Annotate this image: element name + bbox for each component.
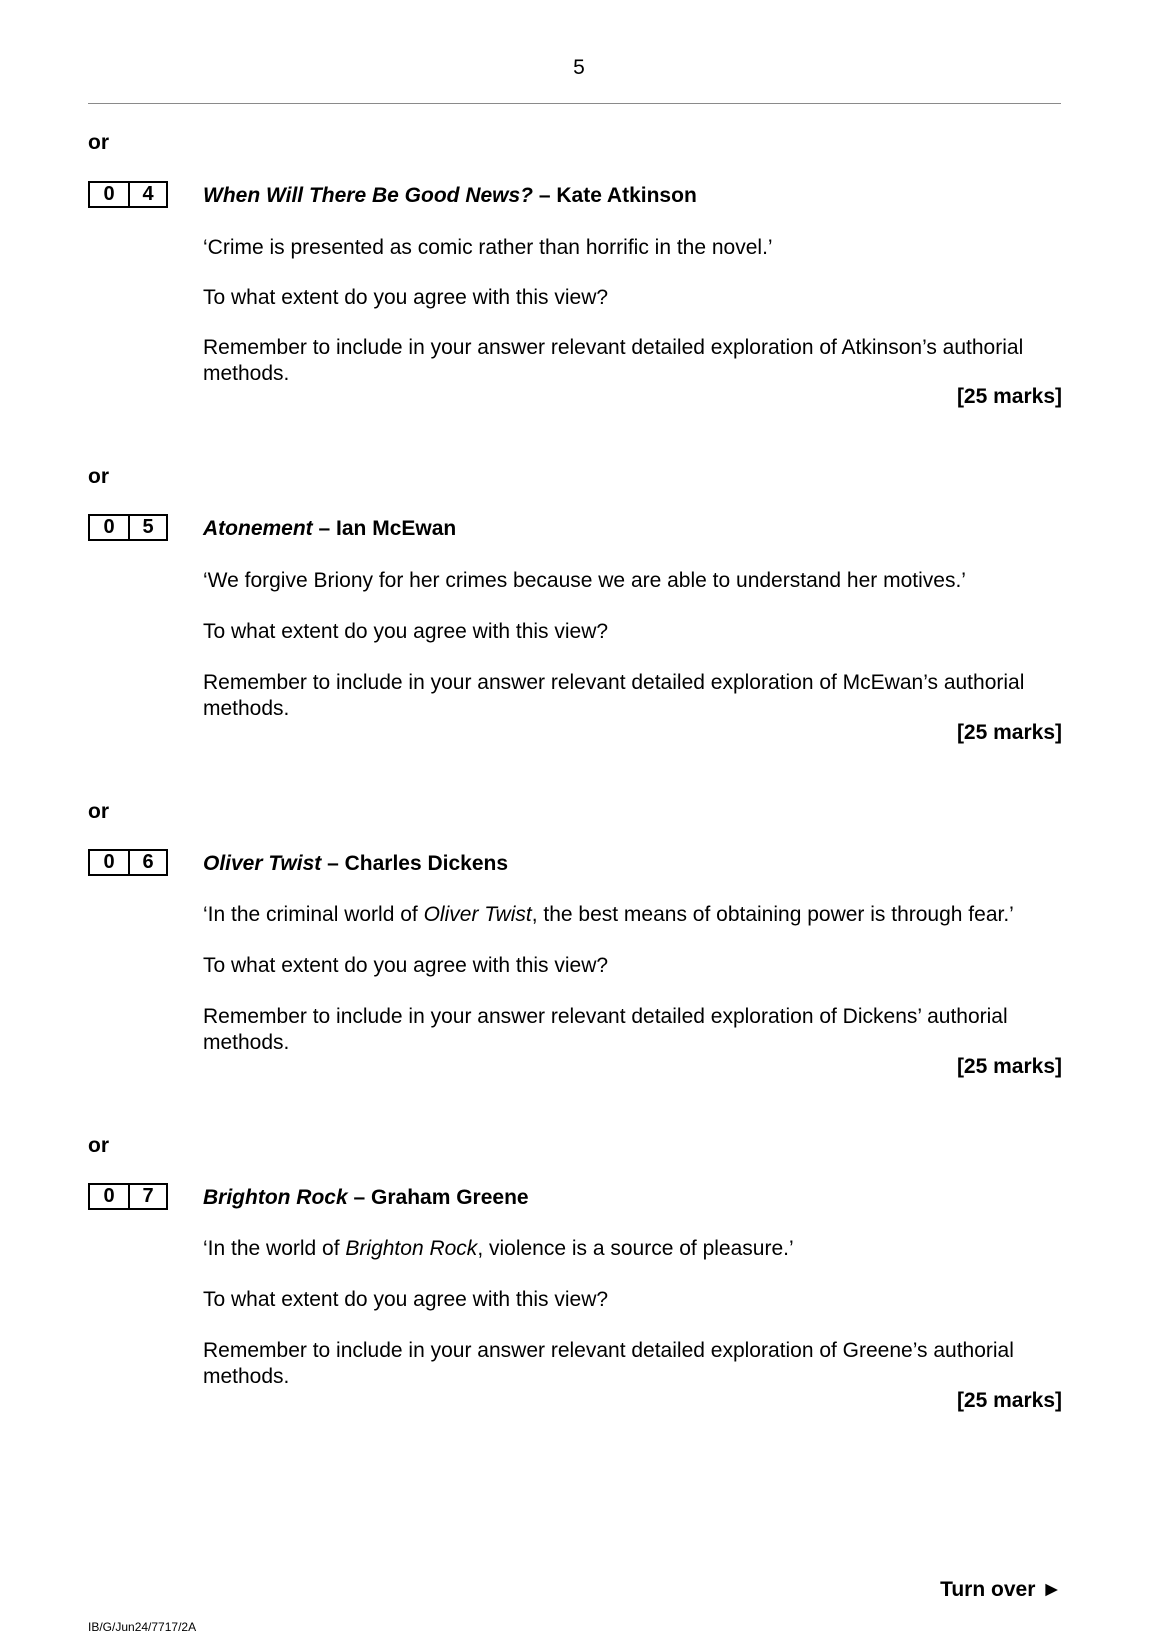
book-author: – Charles Dickens	[321, 852, 509, 875]
question-prompt: To what extent do you agree with this view?	[203, 286, 609, 309]
question-prompt: To what extent do you agree with this view?	[203, 954, 609, 977]
book-title: When Will There Be Good News?	[203, 184, 534, 207]
question-title	[203, 852, 508, 876]
question-quote: ‘In the world of Brighton Rock, violence is a source of pleasure.’	[203, 1237, 794, 1260]
question-quote: ‘In the criminal world of Oliver Twist, the best means of obtaining power is through fear.’	[203, 903, 1014, 926]
question-quote: ‘Crime is presented as comic rather than horrific in the novel.’	[203, 236, 773, 259]
book-title: Oliver Twist	[203, 852, 322, 875]
header-rule	[88, 103, 1061, 104]
question-instruction: Remember to include in your answer relevant detailed exploration of Atkinson’s authorial methods.	[203, 336, 1024, 385]
marks-label: [25 marks]	[956, 721, 1062, 744]
question-digit: 6	[128, 851, 166, 874]
question-number-box	[88, 514, 168, 541]
question-instruction: Remember to include in your answer relevant detailed exploration of McEwan’s authorial methods.	[203, 671, 1025, 720]
question-title	[203, 184, 697, 208]
book-author: – Kate Atkinson	[533, 184, 697, 207]
question-digit: 0	[103, 183, 115, 205]
question-digit: 0	[103, 516, 115, 538]
book-title: Brighton Rock	[203, 1186, 348, 1209]
question-number-box	[88, 849, 168, 876]
or-label: or	[88, 1134, 109, 1157]
book-title: Atonement	[203, 517, 313, 540]
question-number-box	[88, 1183, 168, 1210]
question-digit: 7	[128, 1185, 166, 1208]
book-author: – Graham Greene	[347, 1186, 529, 1209]
question-digit: 0	[103, 1185, 115, 1207]
question-number-box	[88, 181, 168, 208]
question-quote: ‘We forgive Briony for her crimes because we are able to understand her motives.’	[203, 569, 966, 592]
book-author: – Ian McEwan	[312, 517, 457, 540]
question-digit: 0	[103, 851, 115, 873]
question-prompt: To what extent do you agree with this view?	[203, 620, 609, 643]
marks-label: [25 marks]	[956, 1055, 1062, 1078]
paper-reference: IB/G/Jun24/7717/2A	[88, 1620, 197, 1634]
question-digit: 5	[128, 516, 166, 539]
question-digit: 4	[128, 183, 166, 206]
or-label: or	[88, 131, 109, 154]
or-label: or	[88, 465, 109, 488]
question-instruction: Remember to include in your answer relevant detailed exploration of Greene’s authorial methods.	[203, 1339, 1014, 1388]
question-prompt: To what extent do you agree with this view?	[203, 1288, 609, 1311]
page-number: 5	[573, 56, 585, 79]
question-title	[203, 1186, 529, 1210]
turn-over-label: Turn over ►	[940, 1578, 1062, 1601]
marks-label: [25 marks]	[956, 385, 1062, 408]
question-title	[203, 517, 456, 541]
or-label: or	[88, 800, 109, 823]
marks-label: [25 marks]	[956, 1389, 1062, 1412]
question-instruction: Remember to include in your answer relevant detailed exploration of Dickens’ authorial methods.	[203, 1005, 1008, 1054]
